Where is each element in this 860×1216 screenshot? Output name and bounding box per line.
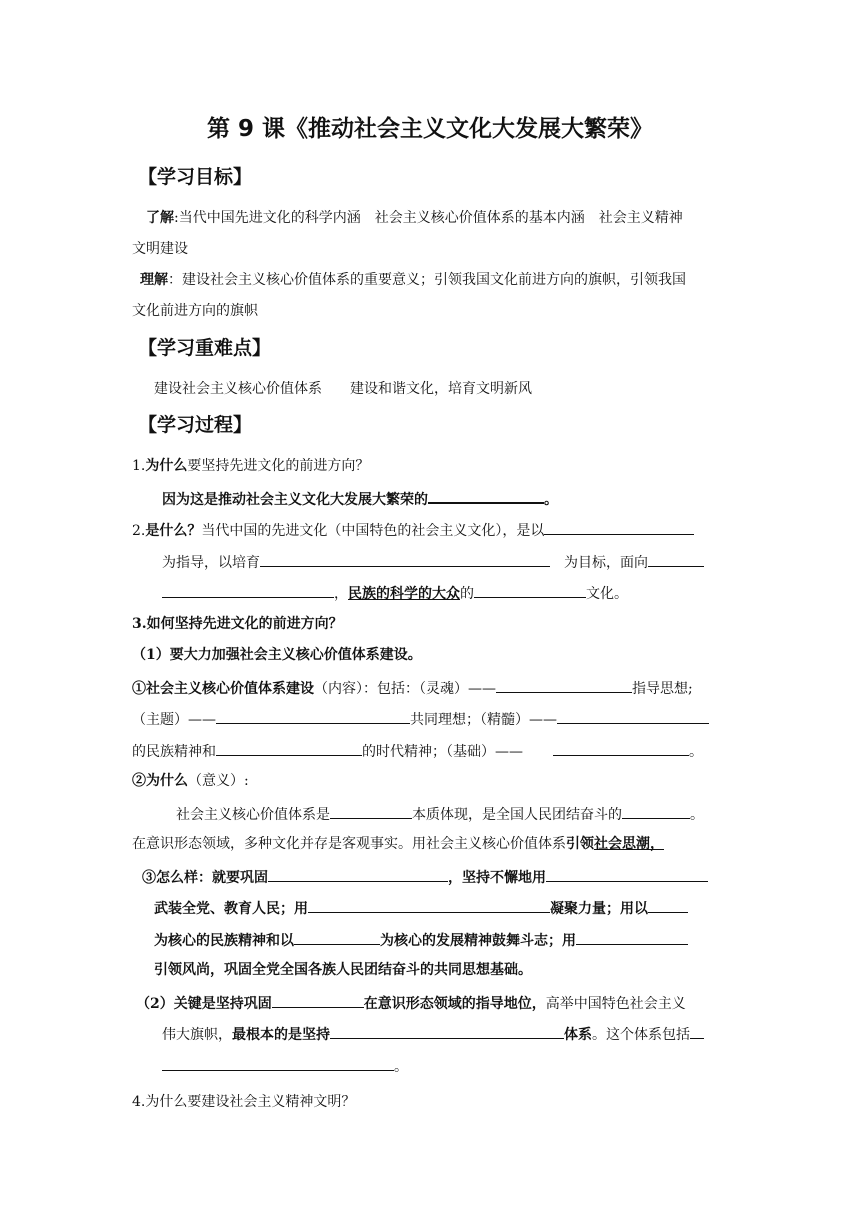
q2-guide: 为指导，以培育 [162,555,260,571]
q2-bold: 是什么？ [145,523,202,539]
q2-culture: 文化。 [586,586,628,602]
q3-c1-bold: ①社会主义核心价值体系建设 [132,681,314,697]
section-objectives: 【学习目标】 [138,166,253,188]
q3-blank-unite-force[interactable] [308,897,550,913]
q3-c1-theme: （主题）—— [132,712,216,728]
q2-num: 2. [132,523,146,539]
q3-sub2-line1 [136,992,686,1014]
q3-c3-f: 为核心的发展精神鼓舞斗志；用 [380,933,576,949]
q3-why-line [132,771,249,791]
q3-blank-lead-trend[interactable] [576,929,688,945]
q3-blank-soul[interactable] [496,677,632,693]
q3-how-line4: 引领风尚，巩固全党全国各族人民团结奋斗的共同思想基础。 [154,962,532,978]
q2-text: 当代中国的先进文化（中国特色的社会主义文化），是以 [201,523,545,539]
q3-blank-essence-reflect[interactable] [330,803,412,819]
q3-blank-base[interactable] [553,740,689,756]
objective-comprehend-cont: 文化前进方向的旗帜 [132,303,258,319]
section-process: 【学习过程】 [138,414,253,436]
q4-line: 4.为什么要建设社会主义精神文明？ [132,1094,356,1110]
q3-sub1: （1）要大力加强社会主义核心价值体系建设。 [132,647,422,663]
q2-blank-culture[interactable] [474,582,586,598]
q1-bold: 为什么 [145,458,188,474]
q3-sub2-e: 最根本的是坚持 [232,1027,330,1043]
q3-sub2-g: 。这个体系包括 [592,1027,690,1043]
q3-sub2-line3 [162,1055,408,1077]
q3-c3-b: ，坚持不懈地用 [448,870,546,886]
q3-blank-persist[interactable] [546,866,708,882]
q2-line [132,519,694,541]
q3-content-line1 [132,677,693,699]
q3-c2-bold: ②为什么 [132,773,188,789]
q3-blank-consolidate[interactable] [268,866,448,882]
q3-c3-a: ③怎么样：就要巩固 [142,870,268,886]
comprehend-text: ：建设社会主义核心价值体系的重要意义；引领我国文化前进方向的旗帜，引领我国 [168,272,686,288]
q2-line2 [162,551,704,573]
understand-text: :当代中国先进文化的科学内涵 社会主义核心价值体系的基本内涵 社会主义精神 [174,210,683,226]
q2-blank-face[interactable] [648,551,704,567]
q3-c1-guide: 指导思想; [632,681,693,697]
q3-title: 3.如何坚持先进文化的前进方向？ [132,616,343,632]
q3-c2-body1: 社会主义核心价值体系是 [176,807,330,823]
comprehend-label: 理解 [140,272,168,288]
q3-blank-essence[interactable] [557,708,709,724]
q1-text: 要坚持先进文化的前进方向？ [187,458,370,474]
q3-c1-text: （内容）：包括：（灵魂）—— [314,681,496,697]
q2-blank-guide[interactable] [544,519,694,535]
objective-understand [146,208,683,228]
q3-sub2-line2 [162,1023,704,1045]
q3-how-line1 [142,866,708,888]
q3-blank-include-cont[interactable] [162,1055,394,1071]
q2-blank-goal[interactable] [260,551,550,567]
q3-c2-text: （意义）: [188,773,249,789]
q2-line3 [162,582,628,604]
q3-c3-c: 武装全党、教育人民；用 [154,901,308,917]
q2-of: 的 [460,586,474,602]
q3-blank-era[interactable] [216,740,362,756]
q2-goal: 为目标，面向 [564,555,648,571]
q1-line [132,456,369,476]
q3-sub2-c: 高举中国特色社会主义 [545,996,686,1012]
q3-why-line2 [132,834,664,854]
understand-label: 了解 [146,210,174,226]
q2-blank-face-cont[interactable] [162,582,334,598]
q3-c1-end: 。 [689,744,703,760]
q3-sub2-f: 体系 [564,1027,592,1043]
q3-c1-era: 的时代精神；（基础）—— [362,744,523,760]
q3-content-line2 [132,708,709,730]
q3-why-body [176,803,704,825]
q3-c2-lead: 引领 [566,836,594,852]
key-points-text: 建设社会主义核心价值体系 建设和谐文化，培育文明新风 [154,381,532,397]
q2-ethnic: 民族的科学的大众 [348,586,460,602]
q3-c3-e: 为核心的民族精神和以 [154,933,294,949]
q3-blank-dev-core[interactable] [294,929,380,945]
page-title: 第 9 课《推动社会主义文化大发展大繁荣》 [206,116,654,142]
q3-how-line3 [154,929,688,951]
q3-blank-core[interactable] [648,897,688,913]
q3-blank-include[interactable] [690,1023,704,1039]
q2-comma: ， [334,586,348,602]
q1-num: 1. [132,458,146,474]
q3-blank-theme[interactable] [216,708,410,724]
q3-c2-end: 。 [690,807,704,823]
q3-blank-system[interactable] [330,1023,564,1039]
objective-comprehend [140,270,686,290]
objective-understand-cont: 文明建设 [132,241,188,257]
q3-c2-trend: 社会思潮， [594,836,664,852]
q3-content-line3 [132,740,703,762]
q1-answer-line [162,487,558,510]
q3-c1-spirit: 的民族精神和 [132,744,216,760]
q3-sub2-b: 在意识形态领域的指导地位， [363,996,546,1012]
q3-sub2-end: 。 [394,1059,408,1075]
q1-blank[interactable] [428,487,544,504]
q3-c2-body2: 本质体现，是全国人民团结奋斗的 [412,807,622,823]
q3-c1-ideal: 共同理想；（精髓）—— [410,712,557,728]
q3-sub2-d: 伟大旗帜， [162,1027,232,1043]
section-key-points: 【学习重难点】 [138,337,272,359]
q3-blank-unite[interactable] [622,803,690,819]
q3-c2-line2: 在意识形态领域，多种文化并存是客观事实。用社会主义核心价值体系 [132,836,566,852]
q1-answer-end: 。 [544,492,558,508]
q1-answer: 因为这是推动社会主义文化大发展大繁荣的 [162,492,428,508]
q3-sub2-a: （2）关键是坚持巩固 [136,996,272,1012]
q3-how-line2 [154,897,688,919]
q3-blank-guiding[interactable] [272,992,364,1008]
q3-c3-d: 凝聚力量；用以 [550,901,648,917]
